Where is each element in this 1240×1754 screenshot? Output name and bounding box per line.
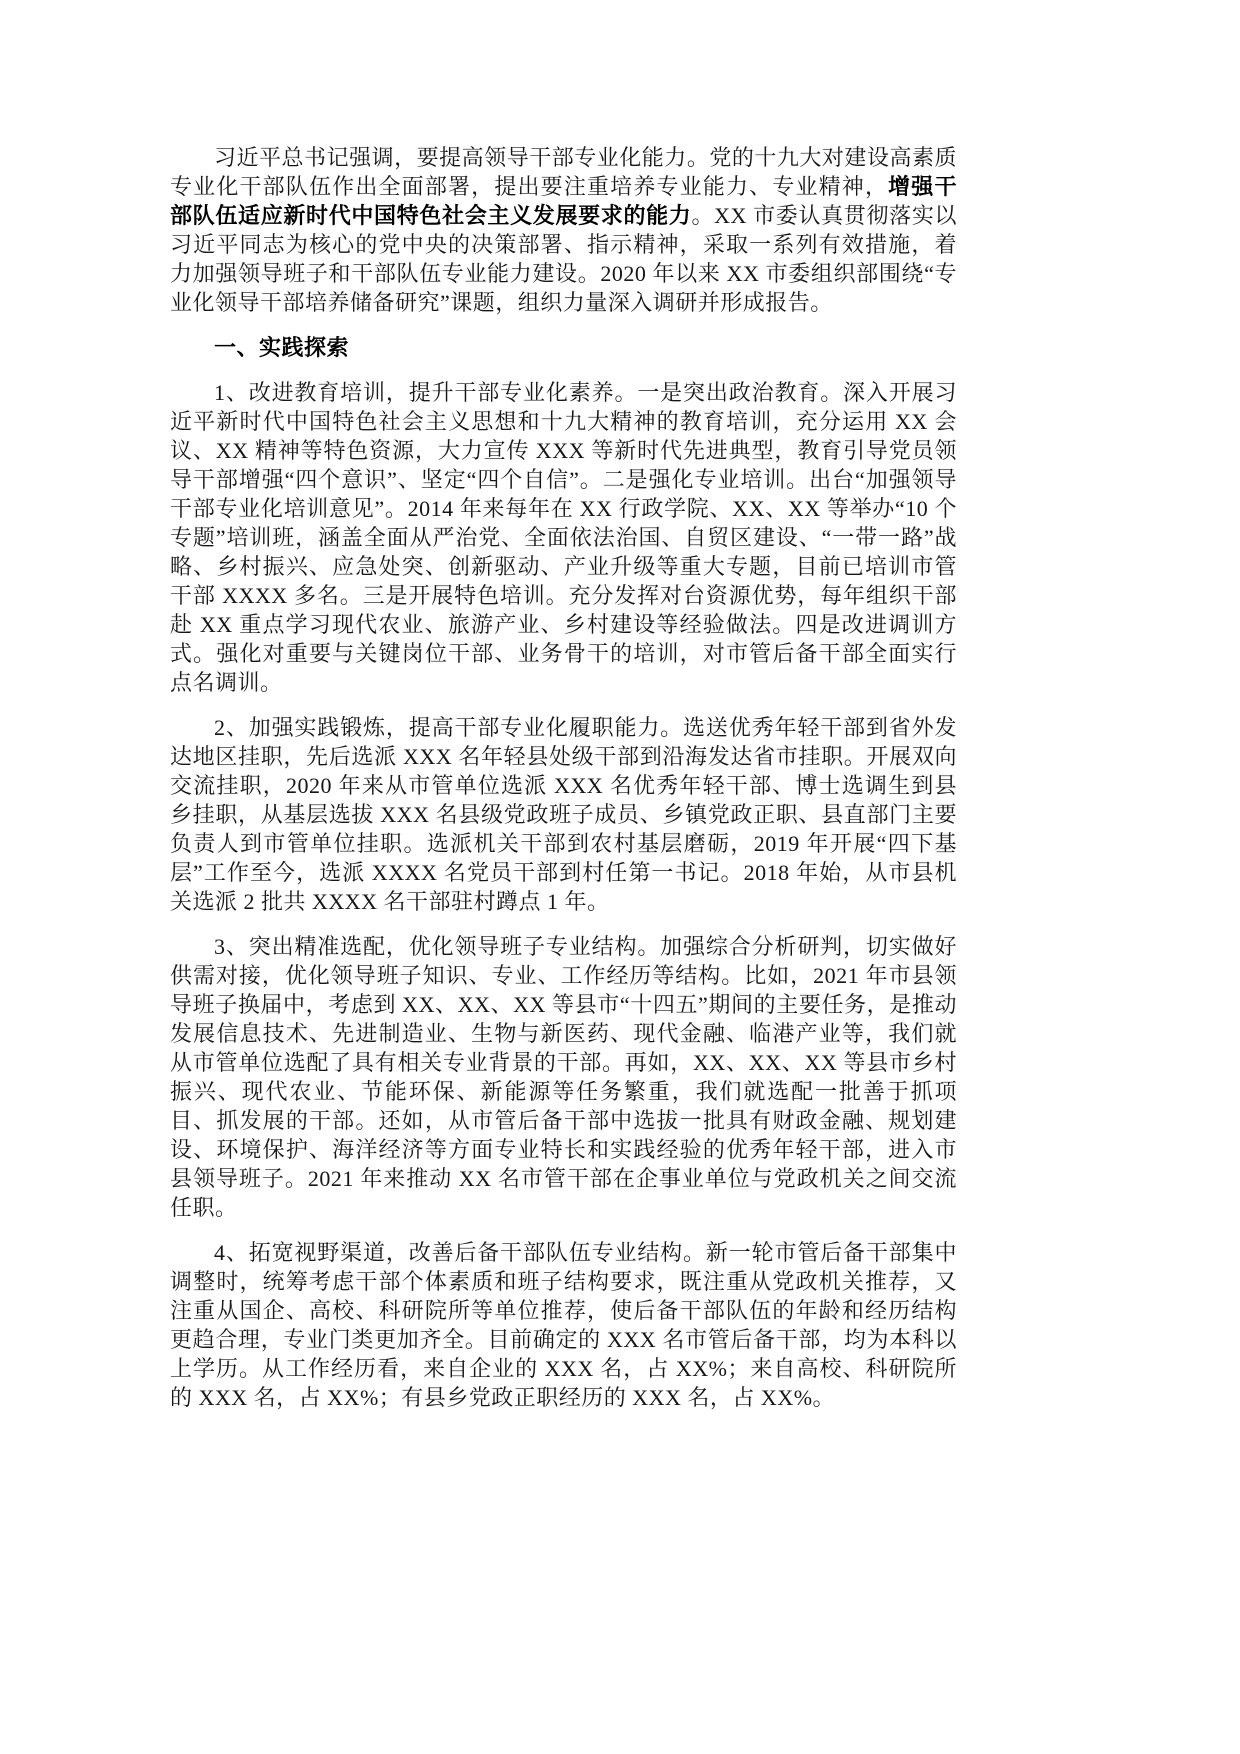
section-heading: 一、实践探索 bbox=[214, 335, 350, 360]
intro-text-lead: 习近平总书记强调，要提高领导干部专业化能力。党的十九大对建设高素质专业化干部队伍作出全面部署，提出要注重培养专业能力、专业精神， bbox=[170, 145, 957, 199]
body-paragraph-3: 3、突出精准选配，优化领导班子专业结构。加强综合分析研判，切实做好供需对接，优化领导班子知识、专业、工作经历等结构。比如，2021 年市县领导班子换届中，考虑到 XX、XX、XX 等县市“十四五”期间的主要任务，是推动发展信息技术、先进制造业、生物与新医药、现代金融、临港产业等，我们就从市管单位选配了具有相关专业背景的干部。再如，XX、XX、XX 等县市乡村振兴、现代农业、节能环保、新能源等任务繁重，我们就选配一批善于抓项目、抓发展的干部。还如，从市管后备干部中选拔一批具有财政金融、规划建设、环境保护、海洋经济等方面专业特长和实践经验的优秀年轻干部，进入市县领导班子。2021 年来推动 XX 名市管干部在企事业单位与党政机关之间交流任职。 bbox=[170, 934, 957, 1220]
body-paragraph-2: 2、加强实践锻炼，提高干部专业化履职能力。选送优秀年轻干部到省外发达地区挂职，先后选派 XXX 名年轻县处级干部到沿海发达省市挂职。开展双向交流挂职，2020 年来从市管单位选派 XXX 名优秀年轻干部、博士选调生到县乡挂职，从基层选拔 XXX 名县级党政班子成员、乡镇党政正职、县直部门主要负责人到市管单位挂职。选派机关干部到农村基层磨砺，2019 年开展“四下基层”工作至今，选派 XXXX 名党员干部到村任第一书记。2018 年始，从市县机关选派 2 批共 XXXX 名干部驻村蹲点 1 年。 bbox=[170, 715, 957, 914]
intro-text-tail: 。XX 市委认真贯彻落实以习近平同志为核心的党中央的决策部署、指示精神，采取一系列有效措施，着力加强领导班子和干部队伍专业能力建设。2020 年以来 XX 市委组织部围绕“专业化领导干部培养储备研究”课题，组织力量深入调研并形成报告。 bbox=[170, 203, 957, 315]
body-paragraph-1: 1、改进教育培训，提升干部专业化素养。一是突出政治教育。深入开展习近平新时代中国特色社会主义思想和十九大精神的教育培训，充分运用 XX 会议、XX 精神等特色资源，大力宣传 XXX 等新时代先进典型，教育引导党员领导干部增强“四个意识”、坚定“四个自信”。二是强化专业培训。出台“加强领导干部专业化培训意见”。2014 年来每年在 XX 行政学院、XX、XX 等举办“10 个专题”培训班，涵盖全面从严治党、全面依法治国、自贸区建设、“一带一路”战略、乡村振兴、应急处突、创新驱动、产业升级等重大专题，目前已培训市管干部 XXXX 多名。三是开展特色培训。充分发挥对台资源优势，每年组织干部赴 XX 重点学习现代农业、旅游产业、乡村建设等经验做法。四是改进调训方式。强化对重要与关键岗位干部、业务骨干的培训，对市管后备干部全面实行点名调训。 bbox=[170, 380, 957, 695]
intro-paragraph bbox=[170, 143, 957, 317]
body-paragraph-4: 4、拓宽视野渠道，改善后备干部队伍专业结构。新一轮市管后备干部集中调整时，统筹考虑干部个体素质和班子结构要求，既注重从党政机关推荐，又注重从国企、高校、科研院所等单位推荐，使后备干部队伍的年龄和经历结构更趋合理，专业门类更加齐全。目前确定的 XXX 名市管后备干部，均为本科以上学历。从工作经历看，来自企业的 XXX 名，占 XX%；来自高校、科研院所的 XXX 名，占 XX%；有县乡党政正职经历的 XXX 名，占 XX%。 bbox=[170, 1240, 957, 1410]
intro-text-emphasis: 增强干部队伍适应新时代中国特色社会主义发展要求的能力 bbox=[170, 174, 957, 228]
